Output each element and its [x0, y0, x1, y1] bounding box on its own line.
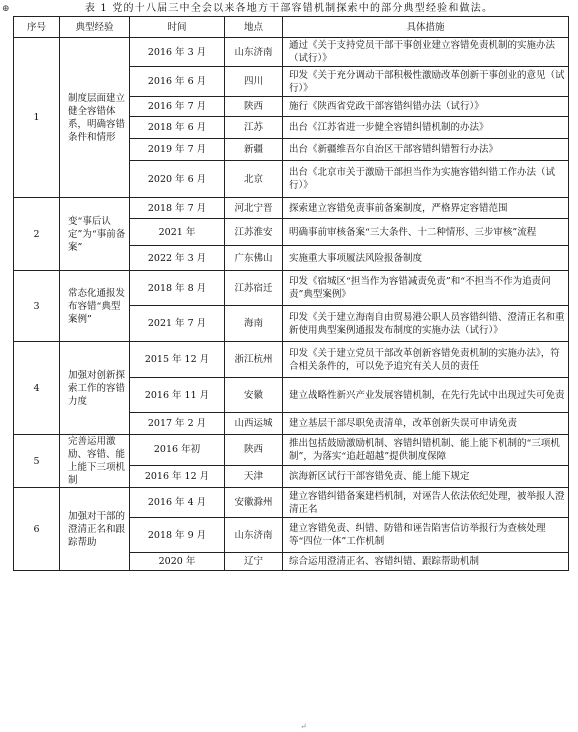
- time-cell: 2020 年 6 月: [130, 161, 225, 198]
- place-cell: 北京: [225, 161, 283, 198]
- time-cell: 2017 年 2 月: [130, 413, 225, 435]
- place-cell: 江苏淮安: [225, 219, 283, 246]
- table-row: [14, 488, 569, 518]
- experience-table: [13, 16, 569, 571]
- time-cell: 2018 年 6 月: [130, 117, 225, 139]
- time-cell: 2018 年 8 月: [130, 271, 225, 306]
- row-number: 3: [14, 271, 60, 342]
- place-cell: 陕西: [225, 435, 283, 466]
- measure-cell: 综合运用澄清正名、容错纠错、跟踪帮助机制: [283, 553, 569, 571]
- table-row: [14, 271, 569, 306]
- header-experience: 典型经验: [60, 17, 130, 38]
- measure-cell: 出台《江苏省进一步健全容错纠错机制的办法》: [283, 117, 569, 139]
- time-cell: 2016 年 11 月: [130, 378, 225, 413]
- time-cell: 2016 年 4 月: [130, 488, 225, 518]
- place-cell: 江苏: [225, 117, 283, 139]
- anchor-icon: ⊕: [2, 4, 11, 14]
- row-number: 1: [14, 38, 60, 198]
- place-cell: 天津: [225, 465, 283, 487]
- experience-cell: 加强对干部的澄清正名和跟踪帮助: [60, 488, 130, 571]
- place-cell: 河北宁晋: [225, 198, 283, 219]
- row-number: 2: [14, 198, 60, 271]
- experience-cell: 变“事后认定”为“事前备案”: [60, 198, 130, 271]
- place-cell: 山东济南: [225, 38, 283, 67]
- time-cell: 2021 年: [130, 219, 225, 246]
- time-cell: 2022 年 3 月: [130, 246, 225, 271]
- measure-cell: 印发《关于建立海南自由贸易港公职人员容错纠错、澄清正名和重新使用典型案例通报发布制度的实施办法（试行）》: [283, 306, 569, 342]
- measure-cell: 出台《北京市关于激励干部担当作为实施容错纠错工作办法（试行）》: [283, 161, 569, 198]
- time-cell: 2016 年 3 月: [130, 38, 225, 67]
- row-number: 4: [14, 342, 60, 435]
- table-row: [14, 198, 569, 219]
- table-row: [14, 435, 569, 466]
- place-cell: 辽宁: [225, 553, 283, 571]
- measure-cell: 印发《宿城区“担当作为容错减责免责”和“不担当不作为追责问责”典型案例》: [283, 271, 569, 306]
- table-caption: [0, 2, 578, 16]
- time-cell: 2020 年: [130, 553, 225, 571]
- header-place: 地点: [225, 17, 283, 38]
- time-cell: 2016 年初: [130, 435, 225, 466]
- place-cell: 海南: [225, 306, 283, 342]
- table-row: [14, 342, 569, 378]
- row-number: 6: [14, 488, 60, 571]
- measure-cell: 出台《新疆维吾尔自治区干部容错纠错暂行办法》: [283, 139, 569, 161]
- table-title: 表 1 党的十八届三中全会以来各地方干部容错机制探索中的部分典型经验和做法。: [84, 3, 494, 14]
- time-cell: 2018 年 7 月: [130, 198, 225, 219]
- place-cell: 安徽: [225, 378, 283, 413]
- place-cell: 广东佛山: [225, 246, 283, 271]
- header-no: 序号: [14, 17, 60, 38]
- place-cell: 新疆: [225, 139, 283, 161]
- time-cell: 2019 年 7 月: [130, 139, 225, 161]
- measure-cell: 通过《关于支持党员干部干事创业建立容错免责机制的实施办法（试行）》: [283, 38, 569, 67]
- measure-cell: 建立容错免责、纠错、防错和诬告陷害信访举报行为查核处理等“四位一体”工作机制: [283, 518, 569, 553]
- measure-cell: 明确事前审核备案“三大条件、十二种情形、三步审核”流程: [283, 219, 569, 246]
- measure-cell: 建立战略性新兴产业发展容错机制，在先行先试中出现过失可免责: [283, 378, 569, 413]
- place-cell: 四川: [225, 67, 283, 97]
- page-footer-mark: ↵: [300, 722, 307, 731]
- experience-cell: 制度层面建立健全容错体系，明确容错条件和情形: [60, 38, 130, 198]
- measure-cell: 印发《关于建立党员干部改革创新容错免责机制的实施办法》，符合相关条件的，可以免予追究有关人员的责任: [283, 342, 569, 378]
- time-cell: 2021 年 7 月: [130, 306, 225, 342]
- time-cell: 2016 年 7 月: [130, 97, 225, 117]
- header-time: 时间: [130, 17, 225, 38]
- measure-cell: 印发《关于充分调动干部积极性激励改革创新干事创业的意见（试行）》: [283, 67, 569, 97]
- row-number: 5: [14, 435, 60, 488]
- header-measure: 具体措施: [283, 17, 569, 38]
- experience-cell: 加强对创新探索工作的容错力度: [60, 342, 130, 435]
- measure-cell: 实施重大事项履法风险报备制度: [283, 246, 569, 271]
- measure-cell: 建立基层干部尽职免责清单，改革创新失误可申请免责: [283, 413, 569, 435]
- measure-cell: 滨海新区试行干部容错免责、能上能下规定: [283, 465, 569, 487]
- measure-cell: 推出包括鼓励激励机制、容错纠错机制、能上能下机制的“三项机制”，为落实“追赶超越”提供制度保障: [283, 435, 569, 466]
- time-cell: 2018 年 9 月: [130, 518, 225, 553]
- measure-cell: 施行《陕西省党政干部容错纠错办法（试行）》: [283, 97, 569, 117]
- table-body: [14, 38, 569, 571]
- place-cell: 安徽滁州: [225, 488, 283, 518]
- place-cell: 山东济南: [225, 518, 283, 553]
- header-row: [14, 17, 569, 38]
- place-cell: 江苏宿迁: [225, 271, 283, 306]
- time-cell: 2015 年 12 月: [130, 342, 225, 378]
- experience-cell: 常态化通报发布容错“典型案例”: [60, 271, 130, 342]
- time-cell: 2016 年 12 月: [130, 465, 225, 487]
- measure-cell: 探索建立容错免责事前备案制度，严格界定容错范围: [283, 198, 569, 219]
- place-cell: 浙江杭州: [225, 342, 283, 378]
- time-cell: 2016 年 6 月: [130, 67, 225, 97]
- place-cell: 山西运城: [225, 413, 283, 435]
- place-cell: 陕西: [225, 97, 283, 117]
- table-row: [14, 38, 569, 67]
- measure-cell: 建立容错纠错备案建档机制，对诬告人依法依纪处理，被举报人澄清正名: [283, 488, 569, 518]
- experience-cell: 完善运用激励、容错、能上能下三项机制: [60, 435, 130, 488]
